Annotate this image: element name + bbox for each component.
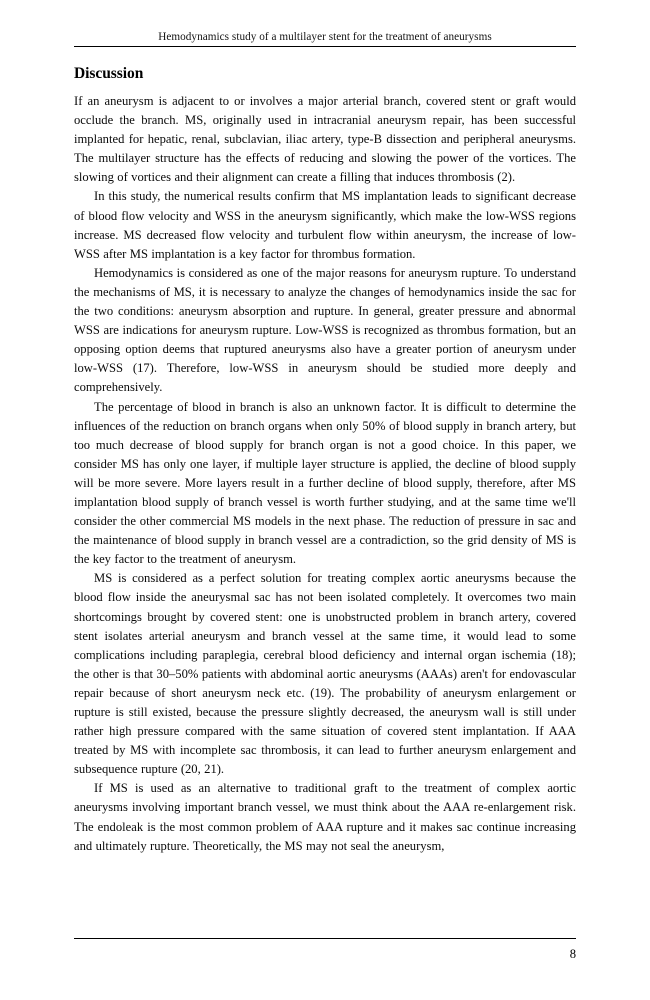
page-footer — [74, 938, 576, 963]
footer-divider-rule — [74, 938, 576, 939]
running-header — [74, 30, 576, 47]
paragraph-5: MS is considered as a perfect solution for treating complex aortic aneurysms because the blood flow inside the aneurysmal sac has not been isolated completely. It overcomes two main shortcomings brought by covered stent: one is unobstructed problem in branch artery, covered stent isolates arterial aneurysm and branch vessel at the same time, it would lead to some complications including paraplegia, cerebral blood deficiency and internal organ ischemia (18); the other is that 30–50% patients with abdominal aortic aneurysms (AAAs) aren't for endovascular repair because of short aneurysm neck etc. (19). The probability of aneurysm enlargement or rupture is still existed, because the pressure slightly decreased, the aneurysm wall is still under rather high pressure compared with the same situation of covered stent implantation. If AAA treated by MS with incomplete sac thrombosis, it can lead to further aneurysm enlargement and subsequence rupture (20, 21). — [74, 571, 576, 777]
paragraph-3: Hemodynamics is considered as one of the major reasons for aneurysm rupture. To understand the mechanisms of MS, it is necessary to analyze the changes of hemodynamics inside the sac for the two conditions: aneurysm absorption and rupture. In general, greater pressure and abnormal WSS are indications for aneurysm rupture. Low-WSS is recognized as thrombus formation, but an opposing option deems that ruptured aneurysms also have a greater portion of aneurysm under low-WSS (17). Therefore, low-WSS in aneurysm should be studied more deeply and comprehensively. — [74, 265, 576, 395]
article-body — [74, 64, 576, 856]
paragraph-2: In this study, the numerical results confirm that MS implantation leads to significant decrease of blood flow velocity and WSS in the aneurysm significantly, which make the low-WSS regions increase. MS decreased flow velocity and turbulent flow within aneurysm, the increase of low-WSS after MS implantation is a key factor for thrombus formation. — [74, 189, 576, 261]
page-number: 8 — [569, 947, 576, 961]
paragraph-1: If an aneurysm is adjacent to or involves a major arterial branch, covered stent or graft would occlude the branch. MS, originally used in intracranial aneurysm repair, has been successful implanted for hepatic, renal, subclavian, iliac artery, type-B dissection and peripheral aneurysms. The multilayer structure has the effects of reducing and slowing the power of the vortices. The slowing of vortices and their alignment can create a filling that induces thrombosis (2). — [74, 94, 576, 185]
paragraph-6: If MS is used as an alternative to traditional graft to the treatment of complex aortic aneurysms involving important branch vessel, we must think about the AAA re-enlargement risk. The endoleak is the most common problem of AAA rupture and it makes sac continue increasing and ultimately rupture. Theoretically, the MS may not seal the aneurysm, — [74, 781, 576, 853]
header-divider-rule — [74, 46, 576, 47]
page-title: Discussion — [74, 65, 144, 82]
paragraph-4: The percentage of blood in branch is also an unknown factor. It is difficult to determine the influences of the reduction on branch organs when only 50% of blood supply in branch artery, but too much decrease of blood supply for branch organ is not a good choice. In this paper, we consider MS has only one layer, if multiple layer structure is applied, the decline of blood supply will be more severe. More layers result in a further decline of blood supply, therefore, after MS implantation blood supply of branch vessel is worth further studying, and at the same time we'll consider the other commercial MS models in the next phase. The reduction of pressure in sac and the maintenance of blood supply in branch vessel are a contradiction, so the grid density of MS is the key factor to the treatment of aneurysm. — [74, 399, 576, 567]
running-header-title: Hemodynamics study of a multilayer stent for the treatment of aneurysms — [158, 31, 492, 43]
